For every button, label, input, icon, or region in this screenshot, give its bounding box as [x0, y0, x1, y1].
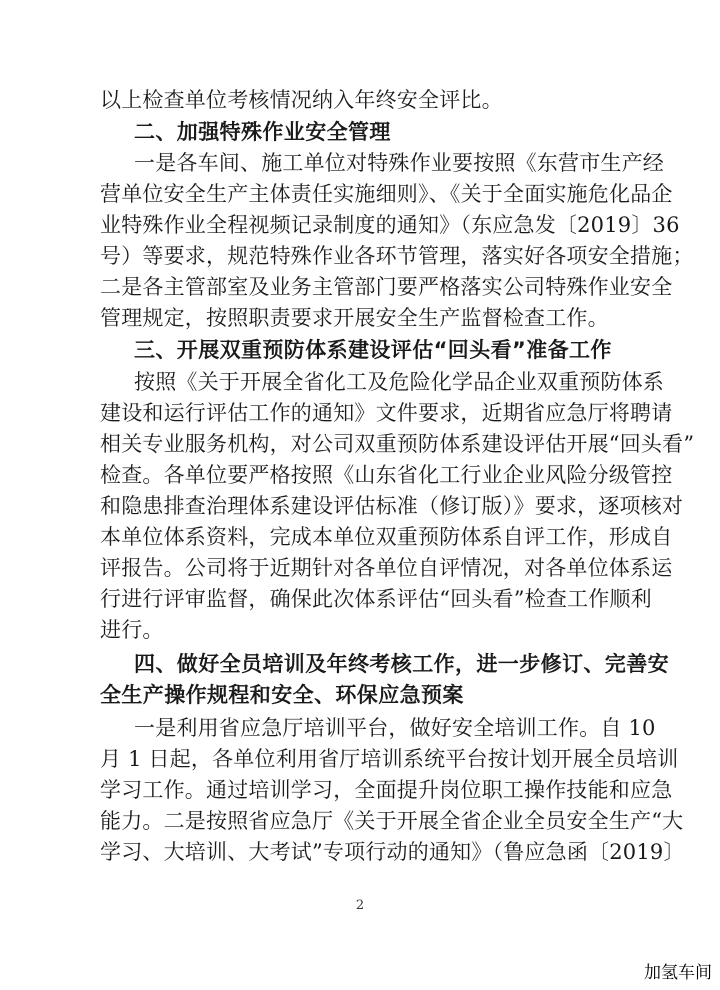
paragraph-line: 检查。各单位要严格按照《山东省化工行业企业风险分级管控 — [100, 463, 673, 487]
paragraph-line: 能力。二是按照省应急厅《关于开展全省企业全员安全生产“大 — [100, 809, 684, 833]
page-number: 2 — [355, 898, 365, 913]
paragraph-line: 业特殊作业全程视频记录制度的通知》（东应急发〔2019〕36 — [100, 213, 680, 237]
paragraph-line: 按照《关于开展全省化工及危险化学品企业双重预防体系 — [134, 370, 664, 394]
paragraph-line: 学习、大培训、大考试”专项行动的通知》（鲁应急函〔2019〕 — [100, 840, 685, 864]
section-heading-2: 二、加强特殊作业安全管理 — [134, 120, 391, 144]
paragraph-line: 一是利用省应急厅培训平台，做好安全培训工作。自 10 — [134, 716, 656, 740]
watermark-label: 加氢车间 — [644, 963, 712, 983]
paragraph-line: 管理规定，按照职责要求开展安全生产监督检查工作。 — [100, 306, 609, 330]
section-heading-4-cont: 全生产操作规程和安全、环保应急预案 — [100, 683, 464, 707]
paragraph-line: 行进行评审监督，确保此次体系评估“回头看”检查工作顺利 — [100, 587, 652, 611]
paragraph-line: 相关专业服务机构，对公司双重预防体系建设评估开展“回头看” — [100, 432, 695, 456]
paragraph-line: 进行。 — [100, 618, 164, 642]
paragraph-line: 二是各主管部室及业务主管部门要严格落实公司特殊作业安全 — [100, 275, 673, 299]
paragraph-line: 学习工作。通过培训学习，全面提升岗位职工操作技能和应急 — [100, 778, 673, 802]
paragraph-line: 营单位安全生产主体责任实施细则》、《关于全面实施危化品企 — [100, 182, 673, 206]
paragraph-line: 建设和运行评估工作的通知》文件要求，近期省应急厅将聘请 — [100, 401, 673, 425]
paragraph-line: 以上检查单位考核情况纳入年终安全评比。 — [100, 88, 503, 112]
paragraph-line: 本单位体系资料，完成本单位双重预防体系自评工作，形成自 — [100, 525, 673, 549]
paragraph-line: 评报告。公司将于近期针对各单位自评情况，对各单位体系运 — [100, 556, 673, 580]
paragraph-line: 一是各车间、施工单位对特殊作业要按照《东营市生产经 — [134, 151, 664, 175]
section-heading-3: 三、开展双重预防体系建设评估“回头看”准备工作 — [134, 338, 612, 362]
paragraph-line: 和隐患排查治理体系建设评估标准（修订版）》要求，逐项核对 — [100, 494, 684, 518]
section-heading-4: 四、做好全员培训及年终考核工作，进一步修订、完善安 — [134, 652, 669, 676]
paragraph-line: 月 1 日起，各单位利用省厅培训系统平台按计划开展全员培训 — [100, 747, 679, 771]
paragraph-line: 号）等要求，规范特殊作业各环节管理，落实好各项安全措施； — [100, 244, 694, 268]
